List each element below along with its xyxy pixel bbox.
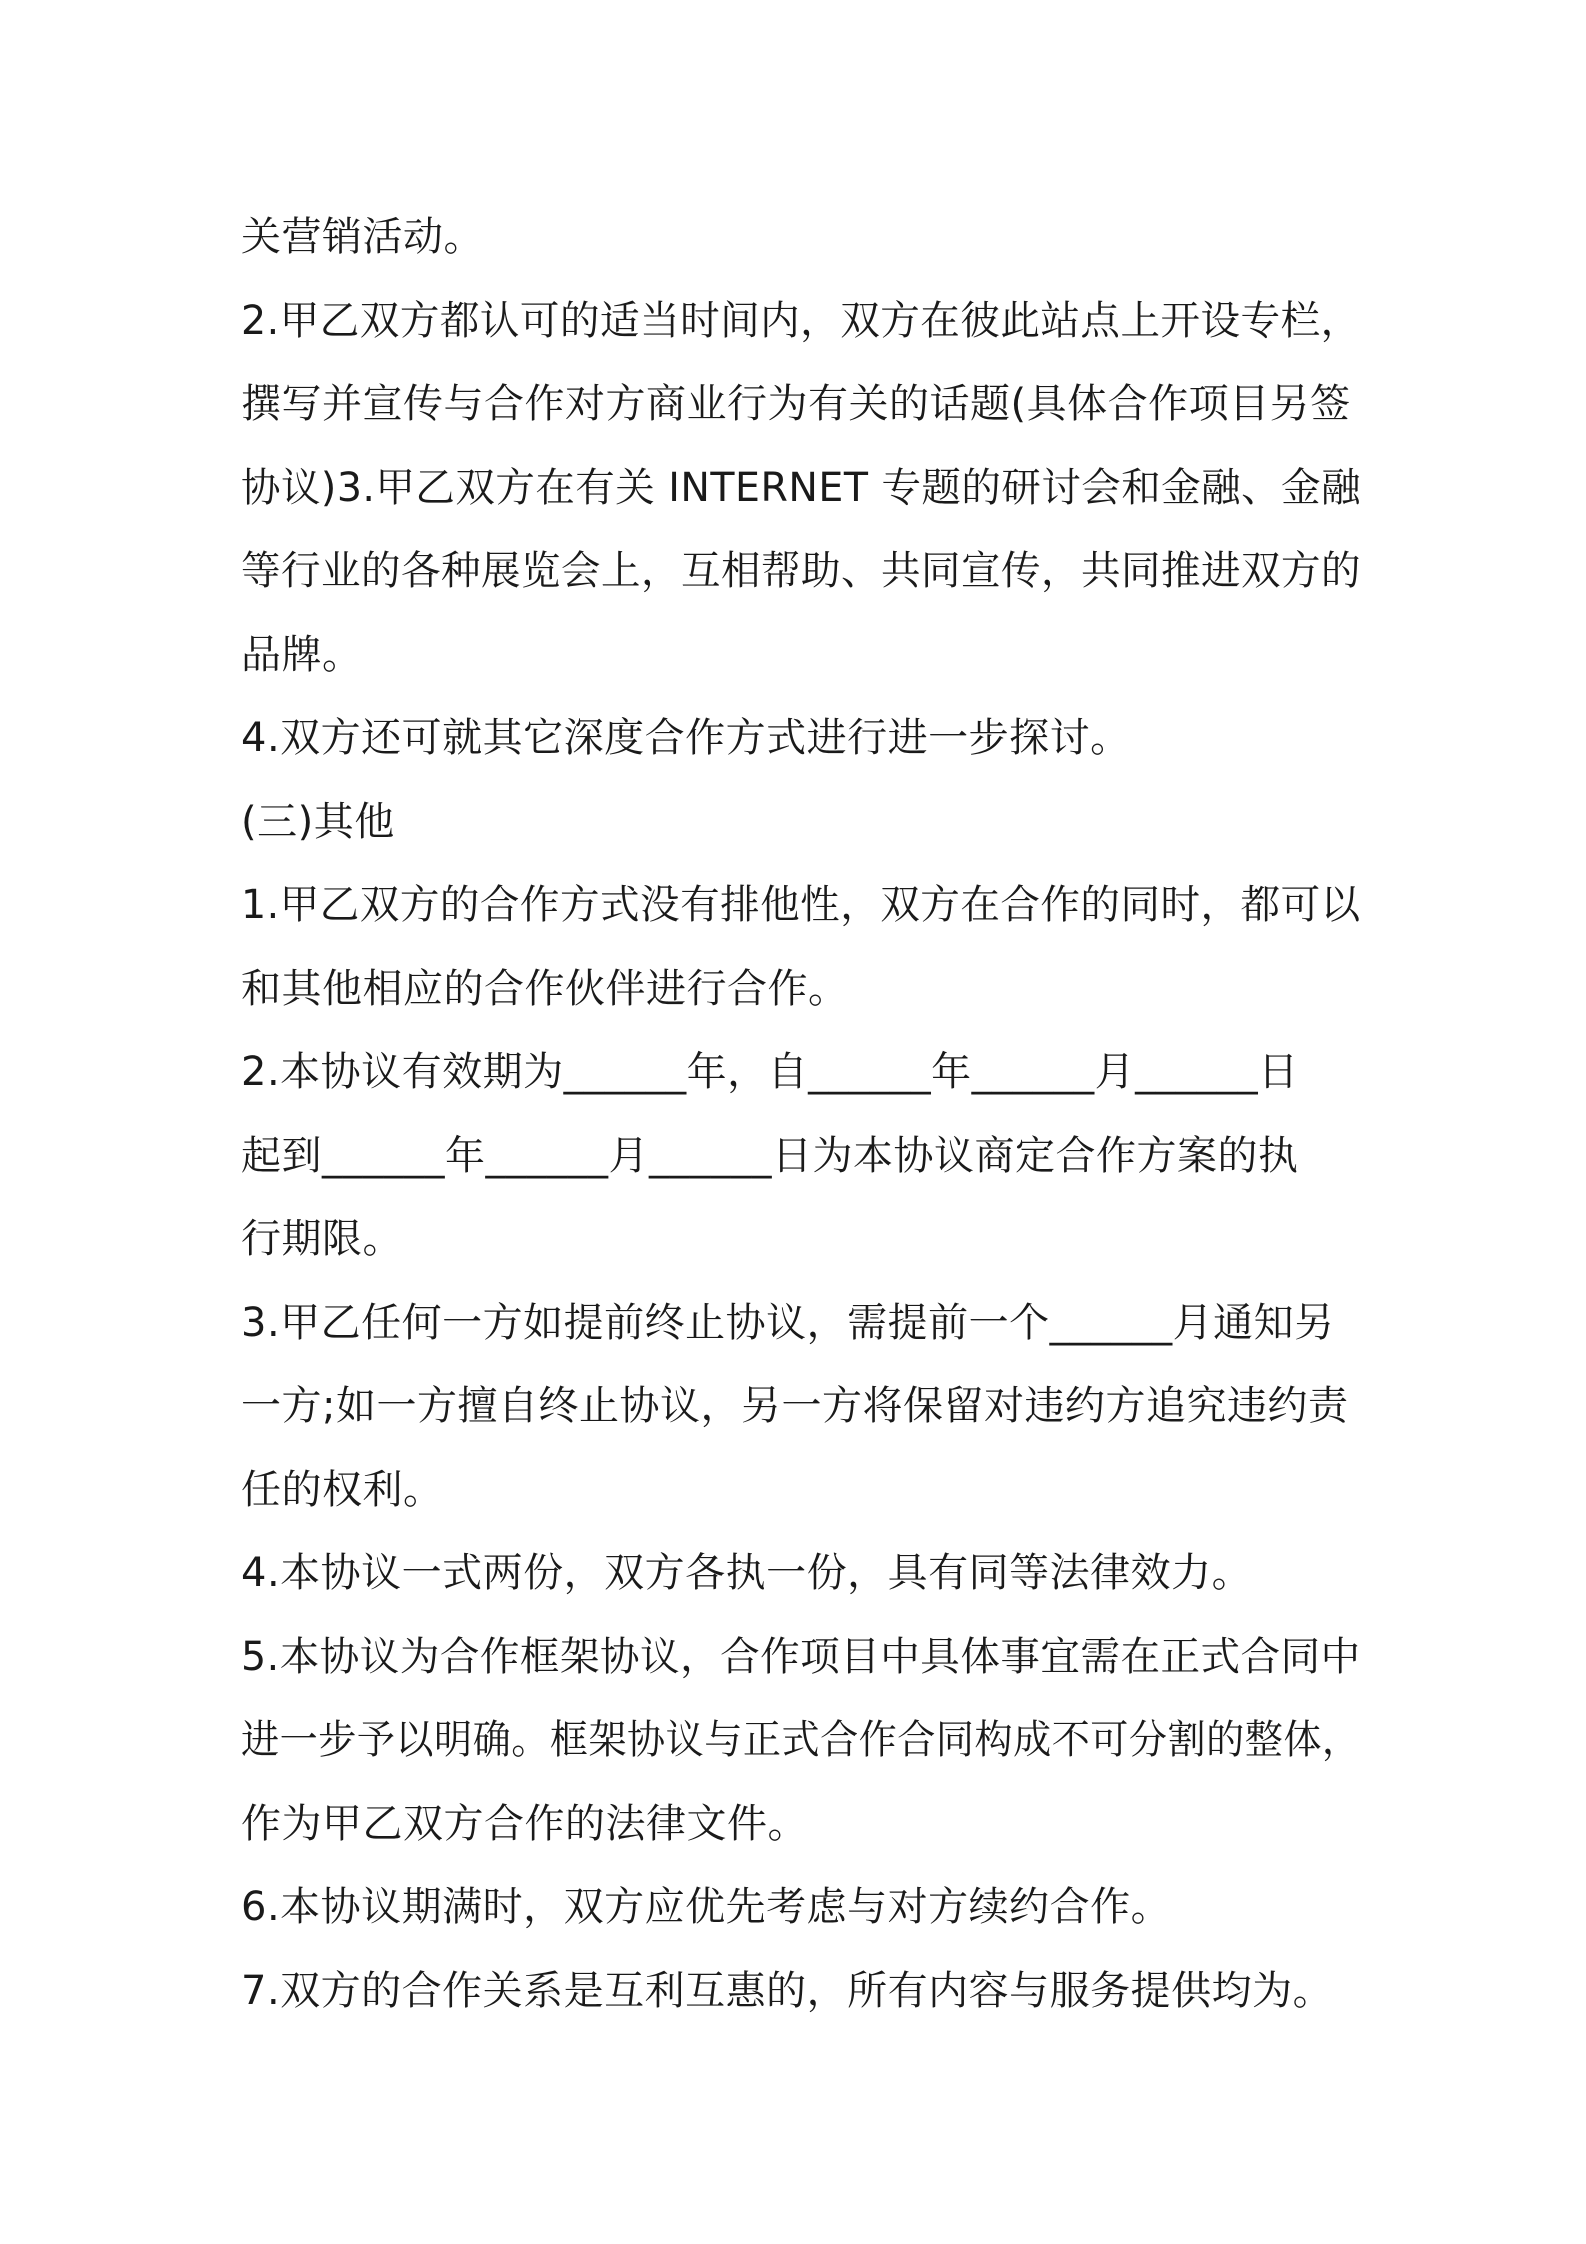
section-heading: (三)其他	[241, 798, 395, 845]
text-line: 协议)3.甲乙双方在有关 INTERNET 专题的研讨会和金融、金融	[241, 464, 1362, 511]
text-line: 和其他相应的合作伙伴进行合作。	[241, 965, 849, 1012]
text-line: 品牌。	[241, 631, 363, 678]
text-line: 1.甲乙双方的合作方式没有排他性，双方在合作的同时，都可以	[241, 882, 1361, 928]
text-line: 起到______年______月______日为本协议商定合作方案的执	[241, 1132, 1299, 1179]
text-line: 作为甲乙双方合作的法律文件。	[241, 1800, 808, 1847]
text-line: 4.双方还可就其它深度合作方式进行进一步探讨。	[241, 715, 1131, 761]
text-line: 等行业的各种展览会上，互相帮助、共同宣传，共同推进双方的	[241, 548, 1361, 594]
text-line: 4.本协议一式两份，双方各执一份，具有同等法律效力。	[241, 1550, 1253, 1596]
text-line: 撰写并宣传与合作对方商业行为有关的话题(具体合作项目另签	[241, 381, 1351, 427]
text-line: 2.本协议有效期为______年，自______年______月______日	[241, 1049, 1299, 1095]
text-line: 6.本协议期满时，双方应优先考虑与对方续约合作。	[241, 1884, 1172, 1930]
text-line: 2.甲乙双方都认可的适当时间内，双方在彼此站点上开设专栏，	[241, 297, 1361, 344]
text-line: 进一步予以明确。框架协议与正式合作合同构成不可分割的整体，	[241, 1717, 1361, 1763]
text-line: 关营销活动。	[241, 214, 484, 260]
text-line: 3.甲乙任何一方如提前终止协议，需提前一个______月通知另	[241, 1299, 1335, 1346]
text-line: 任的权利。	[241, 1466, 444, 1513]
text-line: 5.本协议为合作框架协议，合作项目中具体事宜需在正式合同中	[241, 1633, 1361, 1680]
text-line: 7.双方的合作关系是互利互惠的，所有内容与服务提供均为。	[241, 1967, 1334, 2014]
text-line: 一方;如一方擅自终止协议，另一方将保留对违约方追究违约责	[241, 1383, 1349, 1429]
text-line: 行期限。	[241, 1216, 403, 1262]
document-body	[241, 196, 1361, 2033]
